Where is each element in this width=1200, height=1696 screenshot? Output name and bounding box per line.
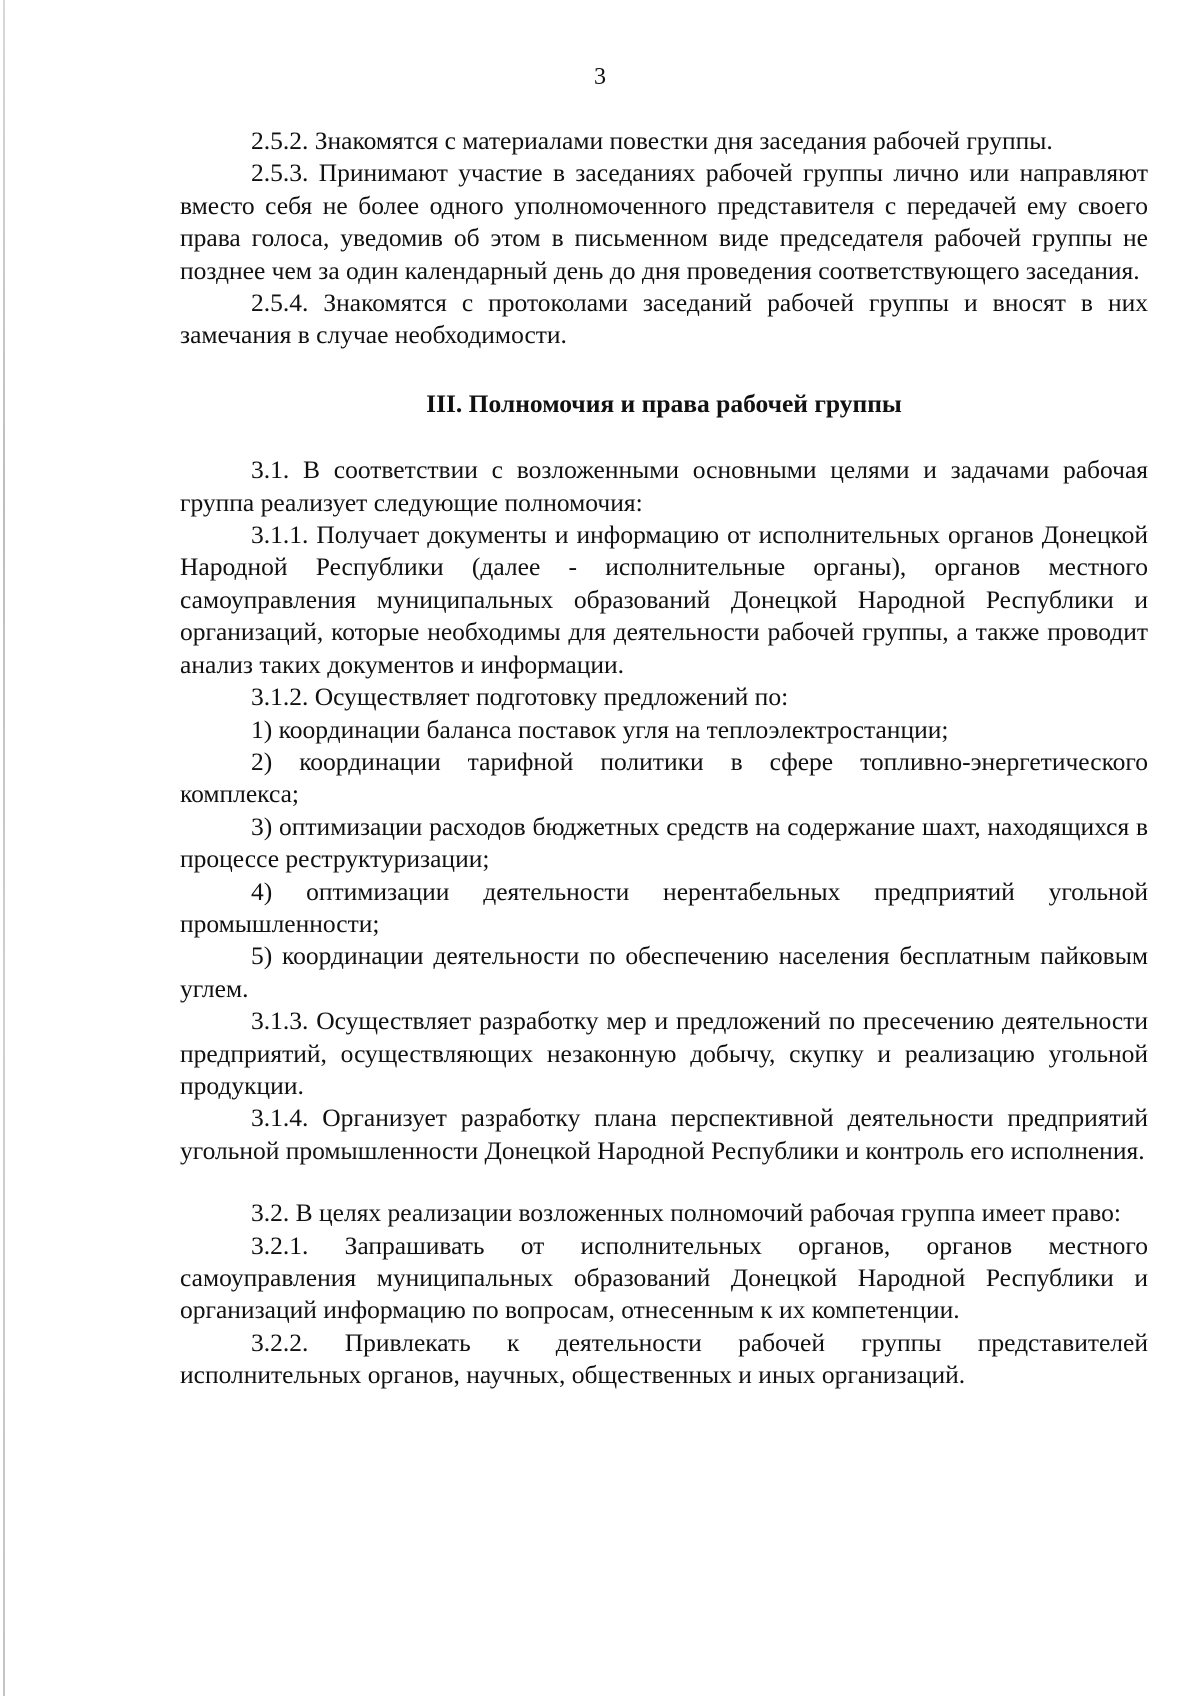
paragraph-2-5-4: 2.5.4. Знакомятся с протоколами заседаний рабочей группы и вносят в них замечания в случае необходимости. — [180, 288, 1148, 350]
list-item-3: 3) оптимизации расходов бюджетных средств на содержание шахт, находящихся в процессе реструктуризации; — [180, 811, 1148, 874]
spacer — [180, 420, 1148, 454]
paragraph-3-1-1: 3.1.1. Получает документы и информацию от исполнительных органов Донецкой Народной Республики (далее - исполнительные органы), органов местного самоуправления муниципальных образований Донецкой Народной Республики и организаций, которые необходимы для деятельности рабочей группы, а также проводит анализ таких документов и информации. — [180, 520, 1148, 679]
page-number: 3 — [594, 64, 606, 90]
spacer — [180, 1167, 1148, 1197]
list-item-4: 4) оптимизации деятельности нерентабельных предприятий угольной промышленности; — [180, 876, 1148, 938]
scan-edge-shadow — [3, 0, 5, 1696]
list-item-2: 2) координации тарифной политики в сфере топливно-энергетического комплекса; — [180, 746, 1148, 809]
spacer — [180, 352, 1148, 388]
paragraph-3-2-1: 3.2.1. Запрашивать от исполнительных органов, органов местного самоуправления муниципальных образований Донецкой Народной Республики и организаций информацию по вопросам, отнесенным к их компетенции. — [180, 1230, 1148, 1325]
paragraph-3-1-4: 3.1.4. Организует разработку плана перспективной деятельности предприятий угольной промышленности Донецкой Народной Республики и контроль его исполнения. — [180, 1103, 1148, 1165]
section-heading: III. Полномочия и права рабочей группы — [426, 388, 902, 418]
paragraph-3-1: 3.1. В соответствии с возложенными основными целями и задачами рабочая группа реализует следующие полномочия: — [180, 455, 1148, 517]
paragraph-3-1-3: 3.1.3. Осуществляет разработку мер и предложений по пресечению деятельности предприятий, осуществляющих незаконную добычу, скупку и реализацию угольной продукции. — [180, 1006, 1148, 1100]
paragraph-2-5-2: 2.5.2. Знакомятся с материалами повестки дня заседания рабочей группы. — [251, 126, 1053, 155]
paragraph-3-2: 3.2. В целях реализации возложенных полномочий рабочая группа имеет право: — [251, 1198, 1121, 1228]
list-item-5: 5) координации деятельности по обеспечению населения бесплатным пайковым углем. — [180, 941, 1148, 1003]
paragraph-3-2-2: 3.2.2. Привлекать к деятельности рабочей группы представителей исполнительных органов, научных, общественных и иных организаций. — [180, 1327, 1148, 1390]
document-body — [180, 125, 1148, 1392]
paragraph-3-1-2: 3.1.2. Осуществляет подготовку предложений по: — [251, 682, 789, 712]
list-item-1: 1) координации баланса поставок угля на теплоэлектростанции; — [251, 714, 949, 744]
paragraph-2-5-3: 2.5.3. Принимают участие в заседаниях рабочей группы лично или направляют вместо себя не более одного уполномоченного представителя с передачей ему своего права голоса, уведомив об этом в письменном виде председателя рабочей группы не позднее чем за один календарный день до дня проведения соответствующего заседания. — [180, 158, 1148, 285]
